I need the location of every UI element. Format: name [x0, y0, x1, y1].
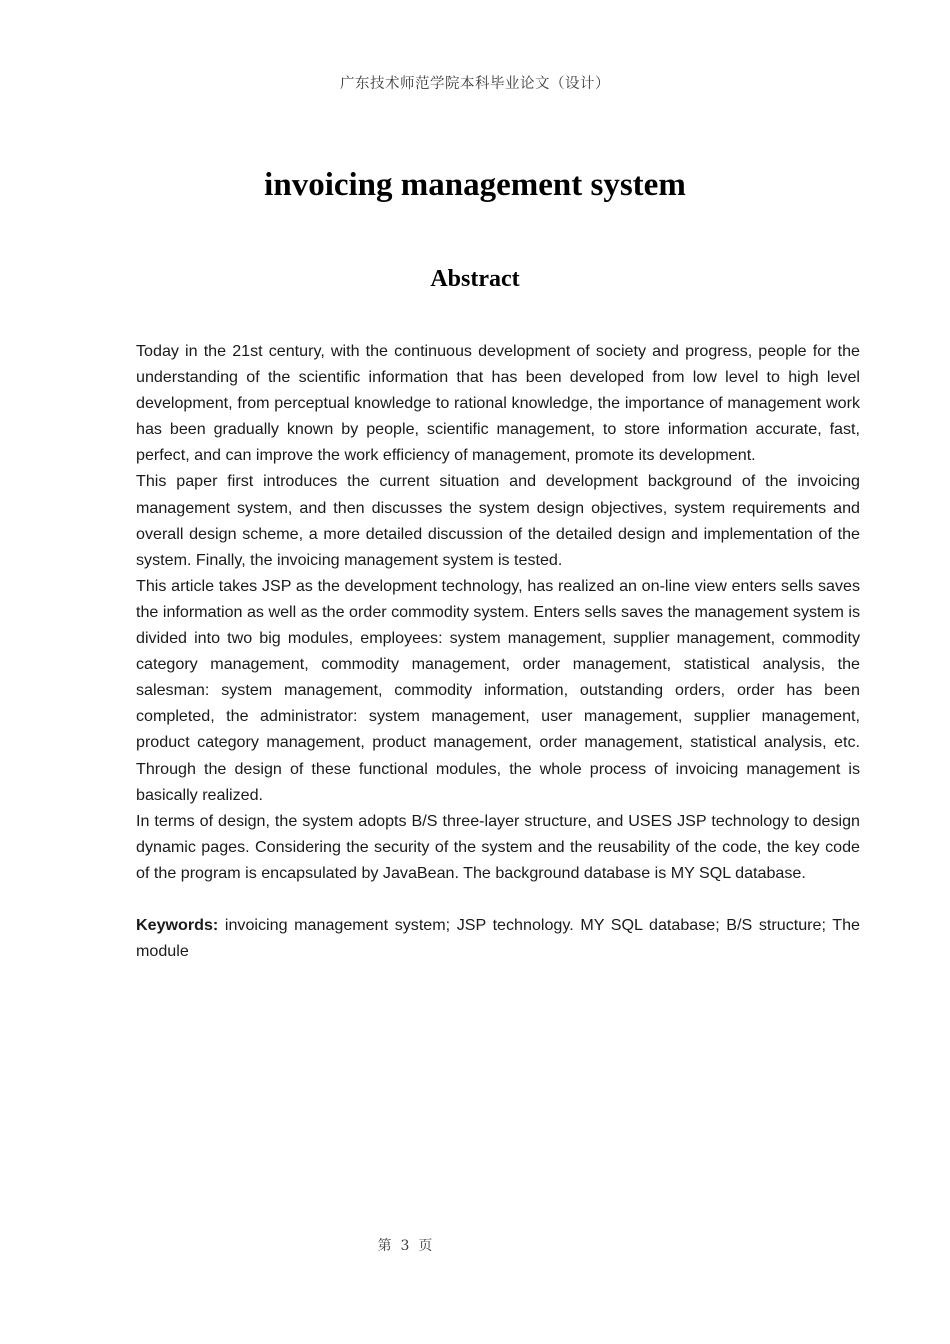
section-heading-abstract: Abstract — [430, 265, 520, 292]
abstract-paragraph-3: This article takes JSP as the development technology, has realized an on-line view enters sells saves the information as well as the order commodity system. Enters sells saves the management system is divided into two big modules, employees: system management, supplier management, commodity category management, commodity management, order management, statistical analysis, the salesman: system management, commodity information, outstanding orders, order has been completed, the administrator: system management, user management, supplier management, product category management, product management, order management, statistical analysis, etc. Through the design of these functional modules, the whole process of invoicing management is basically realized. — [136, 576, 860, 804]
keywords-label: Keywords: — [136, 916, 219, 935]
abstract-paragraph-2: This paper first introduces the current situation and development background of the invoicing management system, and then discusses the system design objectives, system requirements and overall design scheme, a more detailed discussion of the detailed design and implementation of the system. Finally, the invoicing management system is tested. — [136, 472, 860, 569]
abstract-paragraph-4: In terms of design, the system adopts B/S three-layer structure, and USES JSP technology to design dynamic pages. Considering the security of the system and the reusability of the code, the key code of the program is encapsulated by JavaBean. The background database is MY SQL database. — [136, 811, 860, 882]
abstract-body — [136, 338, 860, 964]
page-title: invoicing management system — [264, 167, 686, 204]
page-number-footer: 第 3 页 — [377, 1238, 433, 1254]
abstract-paragraph-1: Today in the 21st century, with the continuous development of society and progress, people for the understanding of the scientific information that has been developed from low level to high level development, from perceptual knowledge to rational knowledge, the importance of management work has been gradually known by people, scientific management, to store information accurate, fast, perfect, and can improve the work efficiency of management, promote its development. — [136, 342, 860, 465]
paragraph-spacer — [136, 886, 860, 912]
running-header: 广东技术师范学院本科毕业论文（设计） — [340, 76, 610, 92]
keywords-value — [218, 916, 225, 934]
keywords-list: invoicing management system; JSP technology. MY SQL database; B/S structure; The module — [136, 916, 860, 961]
keywords-paragraph — [136, 912, 860, 964]
